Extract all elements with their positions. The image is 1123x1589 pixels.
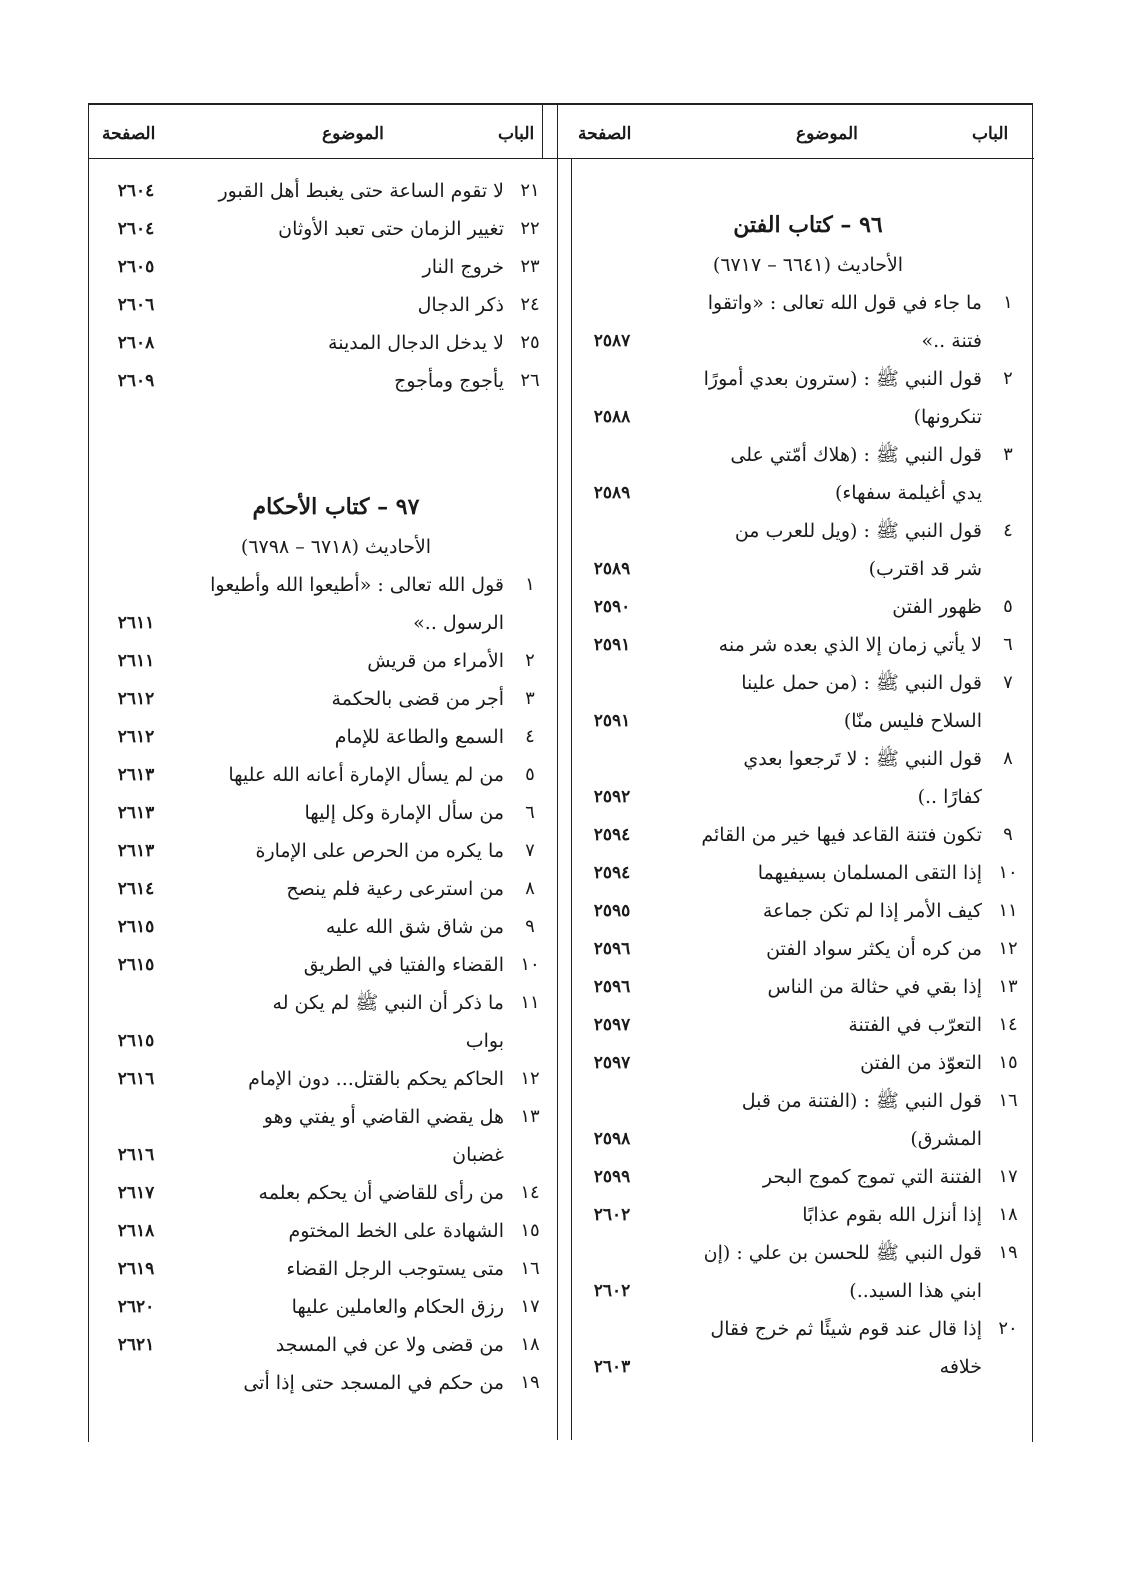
entry-page-number: ٢٦٠٤ bbox=[117, 219, 155, 239]
entry-bab-number: ١٢ bbox=[520, 1068, 540, 1089]
entry-page-number: ٢٦٠٣ bbox=[593, 1357, 631, 1377]
entry-topic: ما يكره من الحرص على الإمارة bbox=[255, 840, 504, 862]
entry-topic: من استرعى رعية فلم ينصح bbox=[286, 878, 504, 900]
entry-bab-number: ١٥ bbox=[520, 1220, 540, 1241]
entry-topic: خروج النار bbox=[422, 256, 504, 278]
entry-topic-continuation: تنكرونها) bbox=[913, 406, 982, 428]
entry-page-number: ٢٦١٧ bbox=[117, 1183, 155, 1203]
entry-bab-number: ٧ bbox=[1003, 672, 1013, 693]
entry-page-number: ٢٥٩٤ bbox=[593, 863, 631, 883]
entry-topic-continuation: غضبان bbox=[452, 1144, 504, 1166]
entry-topic: الأمراء من قريش bbox=[367, 650, 504, 672]
entry-topic: قول النبي ﷺ : (من حمل علينا bbox=[741, 672, 982, 694]
entry-bab-number: ٢٣ bbox=[520, 256, 540, 277]
entry-topic: ذكر الدجال bbox=[417, 294, 504, 316]
entry-topic-continuation: كفارًا ..) bbox=[917, 786, 982, 808]
entry-topic: ما ذكر أن النبي ﷺ لم يكن له bbox=[272, 992, 504, 1014]
entry-bab-number: ٦ bbox=[525, 802, 535, 823]
entry-topic: قول النبي ﷺ للحسن بن علي : (إن bbox=[703, 1242, 982, 1264]
entry-bab-number: ١٦ bbox=[998, 1090, 1018, 1111]
entry-topic: من كره أن يكثر سواد الفتن bbox=[766, 938, 982, 960]
entry-topic: كيف الأمر إذا لم تكن جماعة bbox=[762, 900, 982, 922]
entry-page-number: ٢٦١٩ bbox=[117, 1259, 155, 1279]
entry-bab-number: ١٠ bbox=[520, 954, 540, 975]
entry-topic: الشهادة على الخط المختوم bbox=[288, 1220, 504, 1242]
entry-topic: لا يأتي زمان إلا الذي بعده شر منه bbox=[718, 634, 982, 656]
entry-topic: تغيير الزمان حتى تعبد الأوثان bbox=[278, 218, 504, 240]
entry-topic: من قضى ولا عن في المسجد bbox=[275, 1334, 504, 1356]
entry-topic: قول النبي ﷺ : (سترون بعدي أمورًا bbox=[703, 368, 982, 390]
entry-bab-number: ١٨ bbox=[998, 1204, 1018, 1225]
entry-bab-number: ١١ bbox=[520, 992, 540, 1013]
entry-page-number: ٢٦١٣ bbox=[117, 803, 155, 823]
entry-bab-number: ١٦ bbox=[520, 1258, 540, 1279]
entry-topic: الحاكم يحكم بالقتل... دون الإمام bbox=[248, 1068, 504, 1090]
column-divider-left-page bbox=[542, 103, 543, 158]
entry-page-number: ٢٥٩٧ bbox=[593, 1015, 631, 1035]
entry-topic: لا يدخل الدجال المدينة bbox=[328, 332, 504, 354]
entry-bab-number: ١١ bbox=[998, 900, 1018, 921]
entry-topic: ظهور الفتن bbox=[892, 596, 982, 618]
entry-topic-continuation: شر قد اقترب) bbox=[868, 558, 982, 580]
entry-bab-number: ١٨ bbox=[520, 1334, 540, 1355]
entry-bab-number: ١٤ bbox=[520, 1182, 540, 1203]
entry-topic: من شاق شق الله عليه bbox=[325, 916, 504, 938]
entry-bab-number: ٦ bbox=[1003, 634, 1013, 655]
entry-page-number: ٢٦١٤ bbox=[117, 879, 155, 899]
entry-topic: من حكم في المسجد حتى إذا أتى bbox=[243, 1372, 504, 1394]
entry-bab-number: ٢ bbox=[525, 650, 535, 671]
entry-topic: ما جاء في قول الله تعالى : «واتقوا bbox=[707, 292, 982, 314]
entry-bab-number: ١٤ bbox=[998, 1014, 1018, 1035]
entry-page-number: ٢٦٠٤ bbox=[117, 181, 155, 201]
entry-topic-continuation: بواب bbox=[465, 1030, 504, 1052]
entry-page-number: ٢٥٨٩ bbox=[593, 559, 631, 579]
entry-page-number: ٢٦٠٢ bbox=[593, 1281, 631, 1301]
entry-bab-number: ٢٤ bbox=[520, 294, 540, 315]
entry-page-number: ٢٥٩٢ bbox=[593, 787, 631, 807]
entry-page-number: ٢٦١٣ bbox=[117, 841, 155, 861]
entry-topic-continuation: السلاح فليس منّا) bbox=[843, 710, 982, 732]
header-page-right: الصفحة bbox=[578, 124, 632, 144]
entry-bab-number: ١٠ bbox=[998, 862, 1018, 883]
header-bab-left: الباب bbox=[498, 124, 535, 144]
entry-bab-number: ٤ bbox=[1003, 520, 1013, 541]
entry-bab-number: ١٣ bbox=[520, 1106, 540, 1127]
entry-bab-number: ١٧ bbox=[520, 1296, 540, 1317]
entry-bab-number: ٢٥ bbox=[520, 332, 540, 353]
entry-topic-continuation: خلافه bbox=[939, 1356, 982, 1378]
entry-page-number: ٢٦٠٥ bbox=[117, 257, 155, 277]
entry-page-number: ٢٦١١ bbox=[117, 651, 155, 671]
entry-page-number: ٢٦١٣ bbox=[117, 765, 155, 785]
book-title-fitan: ٩٦ – كتاب الفتن bbox=[733, 212, 883, 238]
entry-page-number: ٢٥٩٨ bbox=[593, 1129, 631, 1149]
hadith-range-ahkam: الأحاديث (٦٧١٨ – ٦٧٩٨) bbox=[240, 536, 432, 558]
entry-page-number: ٢٦٠٦ bbox=[117, 295, 155, 315]
entry-page-number: ٢٦١٦ bbox=[117, 1069, 155, 1089]
entry-topic: قول النبي ﷺ : (الفتنة من قبل bbox=[741, 1090, 982, 1112]
entry-bab-number: ٢٢ bbox=[520, 218, 540, 239]
entry-page-number: ٢٥٩٠ bbox=[593, 597, 631, 617]
header-page-left: الصفحة bbox=[102, 124, 156, 144]
entry-page-number: ٢٥٩٦ bbox=[593, 939, 631, 959]
header-topic-left: الموضوع bbox=[322, 124, 384, 144]
entry-topic: متى يستوجب الرجل القضاء bbox=[286, 1258, 504, 1280]
entry-topic: يأجوج ومأجوج bbox=[394, 370, 504, 392]
book-title-ahkam: ٩٧ – كتاب الأحكام bbox=[252, 494, 420, 520]
entry-page-number: ٢٥٩٧ bbox=[593, 1053, 631, 1073]
entry-page-number: ٢٦٢٠ bbox=[117, 1297, 155, 1317]
entry-bab-number: ٥ bbox=[1003, 596, 1013, 617]
entry-page-number: ٢٦٠٨ bbox=[117, 333, 155, 353]
entry-page-number: ٢٥٩٦ bbox=[593, 977, 631, 997]
entry-topic: التعرّب في الفتنة bbox=[848, 1014, 982, 1036]
header-bab-right: الباب bbox=[972, 124, 1009, 144]
entry-topic: هل يقضي القاضي أو يفتي وهو bbox=[263, 1106, 504, 1128]
entry-bab-number: ٣ bbox=[525, 688, 535, 709]
entry-bab-number: ١٢ bbox=[998, 938, 1018, 959]
entry-page-number: ٢٦١٨ bbox=[117, 1221, 155, 1241]
entry-bab-number: ١٣ bbox=[998, 976, 1018, 997]
header-topic-right: الموضوع bbox=[796, 124, 858, 144]
entry-page-number: ٢٥٨٩ bbox=[593, 483, 631, 503]
entry-bab-number: ٢٦ bbox=[520, 370, 540, 391]
entry-topic-continuation: فتنة ..» bbox=[921, 330, 982, 352]
entry-page-number: ٢٦١٥ bbox=[117, 955, 155, 975]
entry-bab-number: ٨ bbox=[525, 878, 535, 899]
column-divider-center bbox=[557, 103, 558, 1440]
entry-page-number: ٢٦٠٩ bbox=[117, 371, 155, 391]
entry-topic: قول الله تعالى : «أطيعوا الله وأطيعوا bbox=[210, 574, 504, 596]
entry-page-number: ٢٥٩٤ bbox=[593, 825, 631, 845]
entry-topic: إذا بقي في حثالة من الناس bbox=[767, 976, 982, 998]
entry-bab-number: ٢١ bbox=[520, 180, 540, 201]
entry-bab-number: ٧ bbox=[525, 840, 535, 861]
entry-topic: قول النبي ﷺ : (ويل للعرب من bbox=[734, 520, 982, 542]
entry-topic: القضاء والفتيا في الطريق bbox=[303, 954, 504, 976]
entry-bab-number: ١٥ bbox=[998, 1052, 1018, 1073]
entry-page-number: ٢٦١١ bbox=[117, 613, 155, 633]
entry-topic: أجر من قضى بالحكمة bbox=[331, 688, 504, 710]
entry-topic: قول النبي ﷺ : (هلاك أمّتي على bbox=[730, 444, 982, 466]
entry-topic: إذا التقى المسلمان بسيفيهما bbox=[757, 862, 982, 884]
entry-bab-number: ١٩ bbox=[520, 1372, 540, 1393]
entry-page-number: ٢٦١٢ bbox=[117, 727, 155, 747]
entry-page-number: ٢٦١٥ bbox=[117, 917, 155, 937]
entry-topic: إذا قال عند قوم شيئًا ثم خرج فقال bbox=[710, 1318, 982, 1340]
hadith-range-fitan: الأحاديث (٦٦٤١ – ٦٧١٧) bbox=[712, 254, 904, 276]
entry-page-number: ٢٦٠٢ bbox=[593, 1205, 631, 1225]
entry-bab-number: ١٧ bbox=[998, 1166, 1018, 1187]
entry-bab-number: ١ bbox=[525, 574, 535, 595]
entry-bab-number: ٤ bbox=[525, 726, 535, 747]
entry-topic-continuation: المشرق) bbox=[910, 1128, 982, 1150]
entry-topic-continuation: الرسول ..» bbox=[413, 612, 504, 634]
entry-page-number: ٢٥٩١ bbox=[593, 711, 631, 731]
entry-topic: إذا أنزل الله بقوم عذابًا bbox=[802, 1204, 982, 1226]
entry-bab-number: ١ bbox=[1003, 292, 1013, 313]
entry-bab-number: ٢٠ bbox=[998, 1318, 1018, 1339]
entry-page-number: ٢٥٩٥ bbox=[593, 901, 631, 921]
entry-bab-number: ١٩ bbox=[998, 1242, 1018, 1263]
entry-topic-continuation: يدي أغيلمة سفهاء) bbox=[834, 482, 982, 504]
entry-page-number: ٢٦١٥ bbox=[117, 1031, 155, 1051]
entry-bab-number: ٥ bbox=[525, 764, 535, 785]
header-rule bbox=[88, 158, 1034, 159]
entry-page-number: ٢٦٢١ bbox=[117, 1335, 155, 1355]
entry-page-number: ٢٦١٦ bbox=[117, 1145, 155, 1165]
entry-bab-number: ٢ bbox=[1003, 368, 1013, 389]
entry-topic: لا تقوم الساعة حتى يغبط أهل القبور bbox=[218, 180, 504, 202]
entry-page-number: ٢٥٩٩ bbox=[593, 1167, 631, 1187]
entry-bab-number: ٣ bbox=[1003, 444, 1013, 465]
entry-bab-number: ٩ bbox=[1003, 824, 1013, 845]
entry-topic: قول النبي ﷺ : لا تَرجعوا بعدي bbox=[743, 748, 982, 770]
entry-topic: السمع والطاعة للإمام bbox=[334, 726, 504, 748]
entry-topic: التعوّذ من الفتن bbox=[860, 1052, 982, 1074]
entry-topic: الفتنة التي تموج كموج البحر bbox=[762, 1166, 982, 1188]
entry-topic: من سأل الإمارة وكل إليها bbox=[304, 802, 504, 824]
entry-topic: من لم يسأل الإمارة أعانه الله عليها bbox=[228, 764, 504, 786]
entry-bab-number: ٨ bbox=[1003, 748, 1013, 769]
entry-topic: من رأى للقاضي أن يحكم بعلمه bbox=[258, 1182, 504, 1204]
entry-page-number: ٢٦١٢ bbox=[117, 689, 155, 709]
entry-topic-continuation: ابني هذا السيد..) bbox=[849, 1280, 982, 1302]
entry-page-number: ٢٥٨٧ bbox=[593, 331, 631, 351]
entry-page-number: ٢٥٨٨ bbox=[593, 407, 631, 427]
entry-bab-number: ٩ bbox=[525, 916, 535, 937]
entry-topic: تكون فتنة القاعد فيها خير من القائم bbox=[701, 824, 982, 846]
entry-page-number: ٢٥٩١ bbox=[593, 635, 631, 655]
entry-topic: رزق الحكام والعاملين عليها bbox=[291, 1296, 504, 1318]
